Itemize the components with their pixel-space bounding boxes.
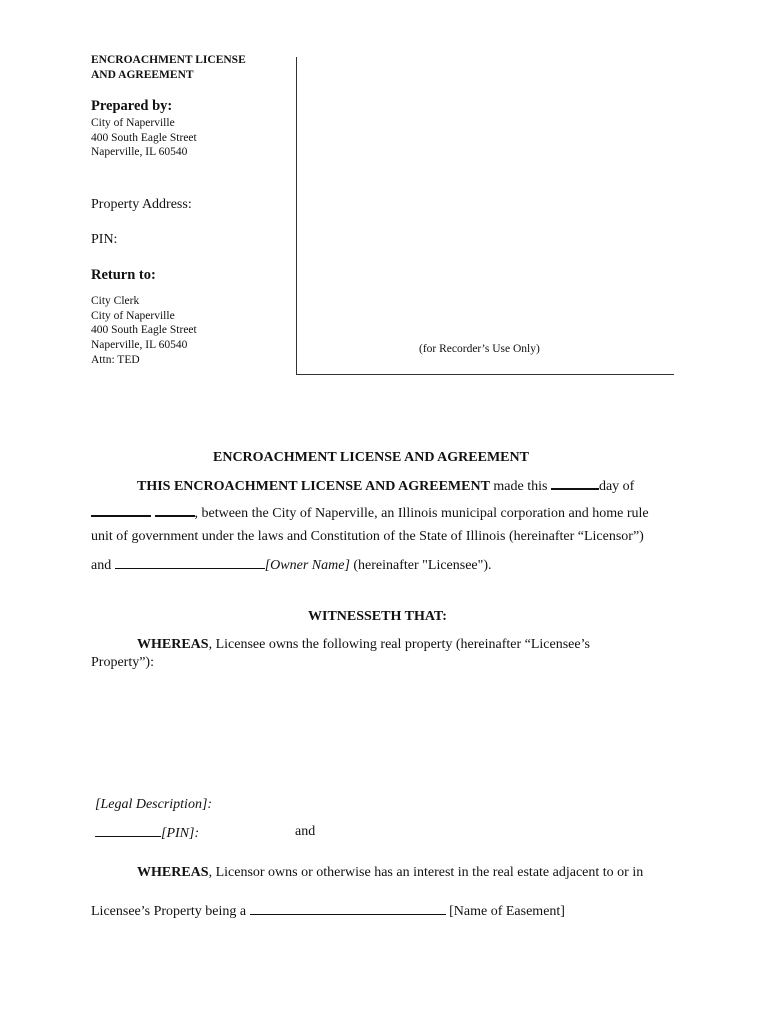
pin-blank (95, 824, 161, 837)
prepared-by-label: Prepared by: (91, 98, 173, 114)
pin-placeholder: [PIN]: (161, 826, 200, 841)
month-blank (91, 503, 151, 517)
paragraph-1-line-1 (137, 476, 634, 495)
whereas-1-text: , Licensee owns the following real property (hereinafter “Licensee’s (208, 637, 590, 652)
whereas-label: WHEREAS (137, 637, 209, 652)
witnesseth-heading: WITNESSETH THAT: (308, 609, 447, 624)
pin-label: PIN: (91, 232, 118, 247)
legal-description-placeholder: [Legal Description]: (95, 797, 213, 812)
made-this-text: made this (489, 479, 551, 494)
paragraph-1-line-2 (91, 503, 649, 522)
day-of-text: day of (598, 479, 635, 494)
whereas-2-line-2 (91, 902, 565, 920)
licensee-property-text: Licensee’s Property being a (91, 904, 250, 919)
parties-text: , between the City of Naperville, an Illinois municipal corporation and home rule (194, 506, 649, 521)
whereas-label: WHEREAS (137, 865, 209, 880)
return-to-label: Return to: (91, 267, 156, 283)
and-connector: and (295, 824, 316, 839)
paragraph-1-line-4 (91, 556, 492, 574)
recorder-box-left-border (296, 57, 297, 375)
return-to-line: City Clerk (91, 295, 140, 307)
owner-name-placeholder: [Owner Name] (264, 558, 350, 573)
property-address-label: Property Address: (91, 197, 192, 212)
header-title-line2: AND AGREEMENT (91, 69, 194, 81)
header-title-line1: ENCROACHMENT LICENSE (91, 54, 246, 66)
recorder-box-bottom-border (296, 374, 674, 375)
prepared-by-line: 400 South Eagle Street (91, 132, 197, 144)
easement-placeholder: [Name of Easement] (445, 904, 565, 919)
return-to-line: 400 South Eagle Street (91, 324, 197, 336)
pin-line (95, 824, 199, 842)
easement-blank (250, 902, 446, 915)
recorder-note: (for Recorder’s Use Only) (419, 343, 540, 355)
whereas-2-line-1 (137, 865, 643, 881)
owner-name-blank (115, 556, 265, 569)
whereas-1-line-1 (137, 637, 590, 653)
return-to-line: Attn: TED (91, 354, 140, 366)
day-blank (551, 476, 599, 490)
licensee-text: (hereinafter "Licensee"). (349, 558, 492, 573)
prepared-by-line: City of Naperville (91, 117, 175, 129)
and-text: and (91, 558, 115, 573)
return-to-line: Naperville, IL 60540 (91, 339, 188, 351)
main-title: ENCROACHMENT LICENSE AND AGREEMENT (213, 450, 529, 465)
return-to-line: City of Naperville (91, 310, 175, 322)
paragraph-1-line-3: unit of government under the laws and Constitution of the State of Illinois (hereinafter “Licensor”) (91, 529, 644, 544)
prepared-by-line: Naperville, IL 60540 (91, 146, 188, 158)
whereas-1-line-2: Property”): (91, 655, 154, 670)
whereas-2-text: , Licensor owns or otherwise has an interest in the real estate adjacent to or in (208, 865, 644, 880)
agreement-name: THIS ENCROACHMENT LICENSE AND AGREEMENT (137, 479, 490, 494)
year-blank (155, 503, 195, 517)
